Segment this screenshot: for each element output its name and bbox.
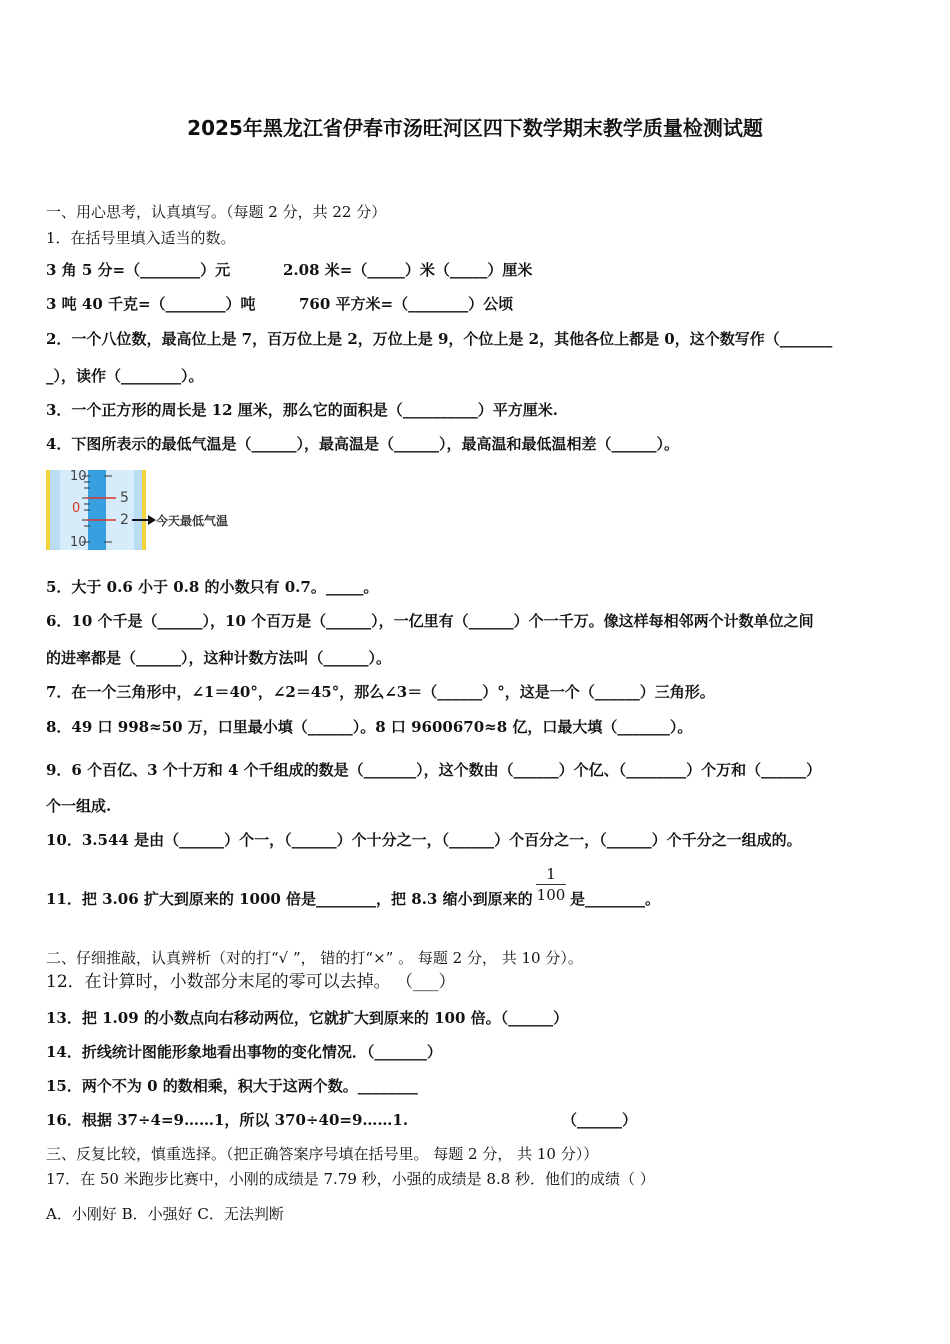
fraction-denominator: 100 <box>536 886 566 904</box>
tick-label-top: 10 <box>70 469 87 484</box>
section-1-heading: 一、用心思考，认真填写。（每题 2 分，共 22 分） <box>46 203 387 221</box>
page-title: 2025年黑龙江省伊春市汤旺河区四下数学期末教学质量检测试题 <box>187 116 763 140</box>
question-1d: 760 平方米=（________）公顷 <box>299 295 514 313</box>
question-16: 16．根据 37÷4=9……1，所以 370÷40=9……1. <box>46 1111 409 1129</box>
tick-label-0: 0 <box>72 501 81 516</box>
question-5: 5．大于 0.6 小于 0.8 的小数只有 0.7。_____。 <box>46 578 379 596</box>
tick-label-bottom: 10 <box>70 535 87 550</box>
question-9-line2: 个一组成. <box>46 797 112 815</box>
question-16-answer: （______） <box>562 1111 638 1129</box>
question-1: 1．在括号里填入适当的数。 <box>46 229 236 247</box>
section-3-heading: 三、反复比较，慎重选择。（把正确答案序号填在括号里。 每题 2 分， 共 10 分）） <box>46 1145 599 1163</box>
question-17: 17．在 50 米跑步比赛中，小刚的成绩是 7.79 秒，小强的成绩是 8.8 秒．他们的成绩（ ） <box>46 1170 655 1188</box>
question-14: 14．折线统计图能形象地看出事物的变化情况．（_______） <box>46 1043 442 1061</box>
thermo-right-scale-bg <box>106 470 134 550</box>
question-1a: 3 角 5 分=（________）元 <box>46 261 231 279</box>
fraction-numerator: 1 <box>546 865 556 883</box>
tick-label-5: 5 <box>120 490 129 506</box>
thermo-tube <box>88 470 106 550</box>
question-11-part1: 11．把 3.06 扩大到原来的 1000 倍是________，把 8.3 缩小到原来的 <box>46 890 533 908</box>
thermometer-figure <box>46 468 246 552</box>
question-2-line1: 2．一个八位数，最高位上是 7，百万位上是 2，万位上是 9，个位上是 2，其他各位上都是 0，这个数写作（_______ <box>46 330 833 348</box>
question-12: 12．在计算时，小数部分末尾的零可以去掉。 （___） <box>46 972 456 992</box>
question-17-options: A．小刚好 B．小强好 C．无法判断 <box>46 1205 284 1223</box>
thermo-arrow-head <box>148 515 156 525</box>
question-11-part2: 是________。 <box>570 890 661 908</box>
question-3: 3．一个正方形的周长是 12 厘米，那么它的面积是（__________）平方厘米. <box>46 401 558 419</box>
question-9-line1: 9．6 个百亿、3 个十万和 4 个千组成的数是（_______），这个数由（______）个亿、（________）个万和（______） <box>46 761 822 779</box>
question-13: 13．把 1.09 的小数点向右移动两位，它就扩大到原来的 100 倍。（______） <box>46 1009 569 1027</box>
question-2-line2: _），读作（________）。 <box>46 367 204 385</box>
question-1c: 3 吨 40 千克=（________）吨 <box>46 295 256 313</box>
tick-label-2: 2 <box>120 512 129 528</box>
question-6-line1: 6．10 个千是（______），10 个百万是（______），一亿里有（______）个一千万。像这样每相邻两个计数单位之间 <box>46 612 814 630</box>
section-2-heading: 二、仔细推敲，认真辨析（对的打“√ ”， 错的打“×” 。 每题 2 分， 共 10 分）。 <box>46 949 583 967</box>
question-8: 8．49 口 998≈50 万，口里最小填（______）。8 口 9600670≈8 亿，口最大填（_______）。 <box>46 718 693 736</box>
question-7: 7．在一个三角形中，∠1＝40°，∠2＝45°，那么∠3＝（______）°，这是一个（______）三角形。 <box>46 683 715 701</box>
question-6-line2: 的进率都是（______），这种计数方法叫（______）。 <box>46 649 392 667</box>
question-15: 15．两个不为 0 的数相乘，积大于这两个数。________ <box>46 1077 418 1095</box>
question-4: 4．下图所表示的最低气温是（______），最高温是（______），最高温和最低温相差（______）。 <box>46 435 679 453</box>
thermo-label: 今天最低气温 <box>156 514 229 528</box>
question-10: 10．3.544 是由（______）个一，（______）个十分之一，（______）个百分之一，（______）个千分之一组成的。 <box>46 831 802 849</box>
question-1b: 2.08 米=（_____）米（_____）厘米 <box>283 261 533 279</box>
fraction-one-hundredth <box>534 865 568 904</box>
